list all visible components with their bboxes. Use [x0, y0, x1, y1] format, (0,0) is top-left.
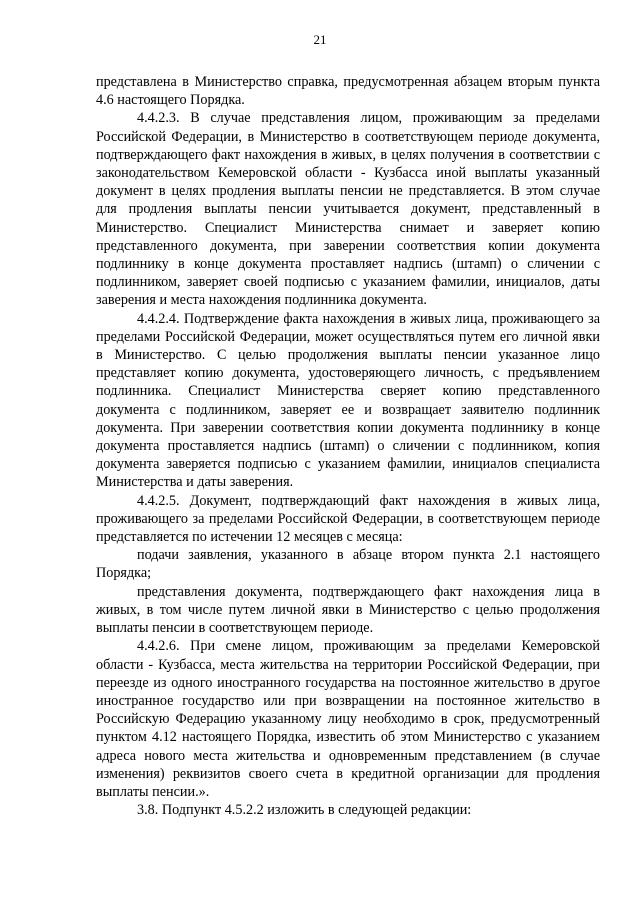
page-number: 21 — [313, 32, 327, 47]
paragraph-4-4-2-5-item-2: представления документа, подтверждающего факт нахождения лица в живых, в том числе путем личной явки в Министерство с целью продолжения выплаты пенсии в соответствующем периоде. — [96, 583, 600, 637]
paragraph-continuation: представлена в Министерство справка, предусмотренная абзацем вторым пункта 4.6 настоящего Порядка. — [96, 74, 600, 109]
paragraph-4-4-2-3: 4.4.2.3. В случае представления лицом, проживающим за пределами Российской Федерации, в Министерство в соответствующем периоде документа, подтверждающего факт нахождения в живых, в целях получения в соответствии с законодательством Кемеровской области - Кузбасса иной выплаты указанный документ в целях продления выплаты пенсии не представляется. В этом случае для продления выплаты пенсии учитывается документ, представленный в Министерство. Специалист Министерства снимает и заверяет копию представленного документа, при заверении соответствия копии документа подлиннику в конце документа проставляет надпись (штамп) о сличении с подлинником, заверяет своей подписью с указанием фамилии, инициалов, даты заверения и места нахождения подлинника документа. — [96, 110, 600, 309]
paragraph-4-4-2-6: 4.4.2.6. При смене лицом, проживающим за пределами Кемеровской области - Кузбасса, места жительства на территории Российской Федерации, при переезде из одного иностранного государства на постоянное жительство в другое иностранное государство или при возвращении на постоянное жительство в Российскую Федерацию указанному лицу необходимо в срок, предусмотренный пунктом 4.12 настоящего Порядка, известить об этом Министерство с указанием адреса нового места жительства и одновременным представлением (в случае изменения) реквизитов своего счета в кредитной организации для продления выплаты пенсии.». — [96, 638, 600, 800]
paragraph-3-8: 3.8. Подпункт 4.5.2.2 изложить в следующей редакции: — [137, 802, 472, 819]
paragraph-4-4-2-5: 4.4.2.5. Документ, подтверждающий факт нахождения в живых лица, проживающего за пределами Российской Федерации, в соответствующем периоде представляется по истечении 12 месяцев с месяца: — [96, 492, 600, 546]
document-body — [96, 73, 600, 819]
paragraph-4-4-2-4: 4.4.2.4. Подтверждение факта нахождения в живых лица, проживающего за пределами Российской Федерации, может осуществляться путем его личной явки в Министерство. С целью продолжения выплаты пенсии указанное лицо представляет копию документа, удостоверяющего личность, с предъявлением подлинника. Специалист Министерства сверяет копию представленного документа с подлинником, заверяет ее и возвращает заявителю подлинник документа. При заверении соответствия копии документа подлиннику в конце документа проставляется надпись (штамп) о сличении с подлинником, копия документа заверяется подписью с указанием фамилии, инициалов специалиста Министерства и даты заверения. — [96, 310, 600, 491]
paragraph-4-4-2-5-item-1: подачи заявления, указанного в абзаце втором пункта 2.1 настоящего Порядка; — [96, 547, 600, 582]
